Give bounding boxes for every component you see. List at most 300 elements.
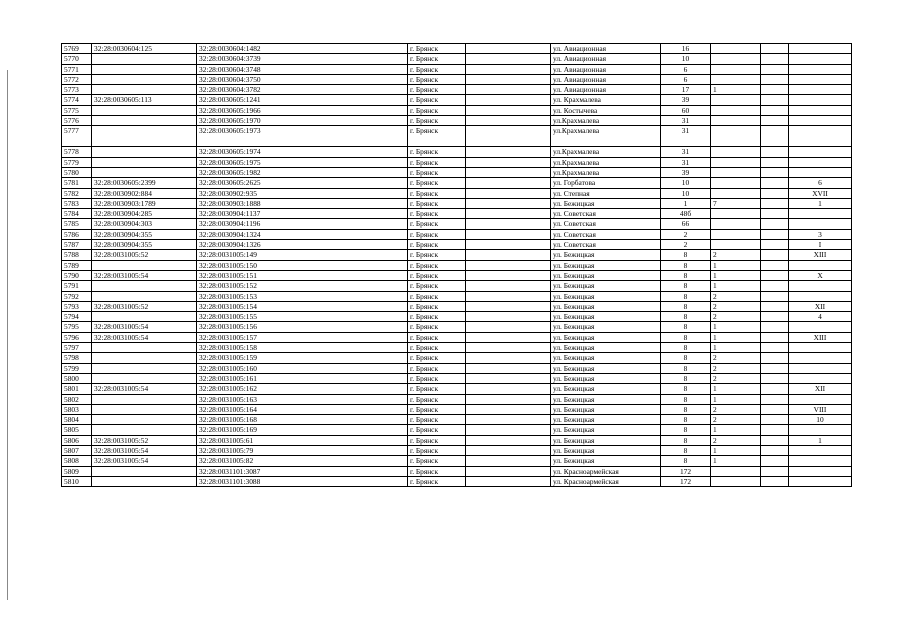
street-cell: ул. Бежицкая <box>551 270 661 280</box>
empty-cell <box>466 105 551 115</box>
table-row <box>62 404 852 414</box>
city-cell: г. Брянск <box>408 54 466 64</box>
table-row <box>62 322 852 332</box>
row-number-cell: 5796 <box>62 332 92 342</box>
street-cell: ул.Крахмалева <box>551 116 661 126</box>
parent-cadastral-number-cell: 32:28:0030902:884 <box>92 188 197 198</box>
city-cell: г. Брянск <box>408 167 466 177</box>
city-cell: г. Брянск <box>408 291 466 301</box>
cadastral-number-cell: 32:28:0030605:1982 <box>197 167 408 177</box>
cadastral-number-cell: 32:28:0030604:3739 <box>197 54 408 64</box>
table-row <box>62 466 852 476</box>
cadastral-number-cell: 32:28:0031005:162 <box>197 384 408 394</box>
premises-number-cell <box>789 116 852 126</box>
city-cell: г. Брянск <box>408 363 466 373</box>
parent-cadastral-number-cell <box>92 157 197 167</box>
city-cell: г. Брянск <box>408 373 466 383</box>
row-number-cell: 5770 <box>62 54 92 64</box>
flat-number-cell: 2 <box>711 353 761 363</box>
parent-cadastral-number-cell: 32:28:0031005:52 <box>92 301 197 311</box>
street-cell: ул. Бежицкая <box>551 281 661 291</box>
parent-cadastral-number-cell: 32:28:0031005:54 <box>92 384 197 394</box>
parent-cadastral-number-cell: 32:28:0031005:54 <box>92 322 197 332</box>
cadastral-number-cell: 32:28:0030604:3750 <box>197 74 408 84</box>
table-row <box>62 363 852 373</box>
city-cell: г. Брянск <box>408 301 466 311</box>
house-number-cell: 31 <box>661 147 711 157</box>
cadastral-number-cell: 32:28:0031005:156 <box>197 322 408 332</box>
parent-cadastral-number-cell <box>92 466 197 476</box>
empty-cell <box>466 476 551 486</box>
city-cell: г. Брянск <box>408 343 466 353</box>
row-number-cell: 5781 <box>62 178 92 188</box>
premises-number-cell: XII <box>789 301 852 311</box>
street-cell: ул. Бежицкая <box>551 322 661 332</box>
street-cell: ул. Авиационная <box>551 74 661 84</box>
room-number-cell <box>761 229 789 239</box>
parent-cadastral-number-cell <box>92 291 197 301</box>
row-number-cell: 5776 <box>62 116 92 126</box>
city-cell: г. Брянск <box>408 74 466 84</box>
row-number-cell: 5810 <box>62 476 92 486</box>
table-row <box>62 394 852 404</box>
street-cell: ул. Авиационная <box>551 64 661 74</box>
room-number-cell <box>761 415 789 425</box>
row-number-cell: 5783 <box>62 198 92 208</box>
row-number-cell: 5792 <box>62 291 92 301</box>
street-cell: ул. Бежицкая <box>551 394 661 404</box>
parent-cadastral-number-cell <box>92 425 197 435</box>
flat-number-cell <box>711 54 761 64</box>
house-number-cell: 8 <box>661 425 711 435</box>
empty-cell <box>466 384 551 394</box>
street-cell: ул. Костычева <box>551 105 661 115</box>
street-cell: ул. Бежицкая <box>551 456 661 466</box>
row-number-cell: 5806 <box>62 435 92 445</box>
row-number-cell: 5784 <box>62 209 92 219</box>
table-row <box>62 260 852 270</box>
house-number-cell: 8 <box>661 291 711 301</box>
parent-cadastral-number-cell <box>92 343 197 353</box>
room-number-cell <box>761 394 789 404</box>
house-number-cell: 16 <box>661 44 711 54</box>
room-number-cell <box>761 95 789 105</box>
row-number-cell: 5775 <box>62 105 92 115</box>
flat-number-cell: 2 <box>711 363 761 373</box>
cadastral-number-cell: 32:28:0031005:164 <box>197 404 408 414</box>
premises-number-cell: 1 <box>789 435 852 445</box>
premises-number-cell <box>789 95 852 105</box>
street-cell: ул. Бежицкая <box>551 312 661 322</box>
room-number-cell <box>761 456 789 466</box>
room-number-cell <box>761 209 789 219</box>
empty-cell <box>466 54 551 64</box>
street-cell: ул. Бежицкая <box>551 373 661 383</box>
premises-number-cell <box>789 281 852 291</box>
empty-cell <box>466 209 551 219</box>
flat-number-cell: 1 <box>711 332 761 342</box>
premises-number-cell <box>789 260 852 270</box>
street-cell: ул. Красноармейская <box>551 466 661 476</box>
flat-number-cell <box>711 188 761 198</box>
city-cell: г. Брянск <box>408 229 466 239</box>
street-cell: ул. Бежицкая <box>551 435 661 445</box>
empty-cell <box>466 353 551 363</box>
table-row <box>62 343 852 353</box>
parent-cadastral-number-cell: 32:28:0031005:54 <box>92 332 197 342</box>
city-cell: г. Брянск <box>408 466 466 476</box>
premises-number-cell <box>789 167 852 177</box>
street-cell: ул.Крахмалева <box>551 167 661 177</box>
flat-number-cell <box>711 64 761 74</box>
parent-cadastral-number-cell: 32:28:0030904:355 <box>92 240 197 250</box>
house-number-cell: 8 <box>661 415 711 425</box>
premises-number-cell <box>789 54 852 64</box>
parent-cadastral-number-cell: 32:28:0030604:125 <box>92 44 197 54</box>
parent-cadastral-number-cell: 32:28:0030904:355 <box>92 229 197 239</box>
row-number-cell: 5786 <box>62 229 92 239</box>
table-row <box>62 219 852 229</box>
empty-cell <box>466 445 551 455</box>
house-number-cell: 10 <box>661 54 711 64</box>
empty-cell <box>466 219 551 229</box>
house-number-cell: 10 <box>661 188 711 198</box>
room-number-cell <box>761 435 789 445</box>
room-number-cell <box>761 425 789 435</box>
parent-cadastral-number-cell <box>92 147 197 157</box>
parent-cadastral-number-cell: 32:28:0031005:54 <box>92 456 197 466</box>
house-number-cell: 8 <box>661 281 711 291</box>
row-number-cell: 5789 <box>62 260 92 270</box>
parent-cadastral-number-cell <box>92 105 197 115</box>
row-number-cell: 5797 <box>62 343 92 353</box>
cadastral-number-cell: 32:28:0030605:1973 <box>197 126 408 147</box>
street-cell: ул. Авиационная <box>551 44 661 54</box>
house-number-cell: 8 <box>661 343 711 353</box>
room-number-cell <box>761 188 789 198</box>
street-cell: ул. Бежицкая <box>551 301 661 311</box>
flat-number-cell: 2 <box>711 312 761 322</box>
house-number-cell: 8 <box>661 404 711 414</box>
room-number-cell <box>761 74 789 84</box>
city-cell: г. Брянск <box>408 435 466 445</box>
empty-cell <box>466 301 551 311</box>
table-row <box>62 332 852 342</box>
flat-number-cell: 1 <box>711 343 761 353</box>
street-cell: ул. Бежицкая <box>551 250 661 260</box>
city-cell: г. Брянск <box>408 476 466 486</box>
house-number-cell: 6 <box>661 74 711 84</box>
premises-number-cell <box>789 466 852 476</box>
cadastral-number-cell: 32:28:0030604:3748 <box>197 64 408 74</box>
house-number-cell: 8 <box>661 445 711 455</box>
table-row <box>62 312 852 322</box>
parent-cadastral-number-cell <box>92 415 197 425</box>
house-number-cell: 8 <box>661 270 711 280</box>
row-number-cell: 5803 <box>62 404 92 414</box>
row-number-cell: 5791 <box>62 281 92 291</box>
city-cell: г. Брянск <box>408 126 466 147</box>
flat-number-cell <box>711 105 761 115</box>
flat-number-cell: 7 <box>711 198 761 208</box>
cadastral-number-cell: 32:28:0031005:163 <box>197 394 408 404</box>
room-number-cell <box>761 260 789 270</box>
empty-cell <box>466 147 551 157</box>
street-cell: ул.Крахмалева <box>551 126 661 147</box>
room-number-cell <box>761 301 789 311</box>
house-number-cell: 2 <box>661 240 711 250</box>
cadastral-number-cell: 32:28:0031005:82 <box>197 456 408 466</box>
row-number-cell: 5805 <box>62 425 92 435</box>
cadastral-number-cell: 32:28:0030605:1974 <box>197 147 408 157</box>
premises-number-cell <box>789 373 852 383</box>
table-row <box>62 229 852 239</box>
table-row <box>62 44 852 54</box>
city-cell: г. Брянск <box>408 240 466 250</box>
parent-cadastral-number-cell: 32:28:0030904:303 <box>92 219 197 229</box>
parent-cadastral-number-cell <box>92 116 197 126</box>
premises-number-cell <box>789 105 852 115</box>
row-number-cell: 5779 <box>62 157 92 167</box>
flat-number-cell: 1 <box>711 270 761 280</box>
cadastral-number-cell: 32:28:0031005:79 <box>197 445 408 455</box>
parent-cadastral-number-cell <box>92 404 197 414</box>
house-number-cell: 31 <box>661 157 711 167</box>
premises-number-cell: VIII <box>789 404 852 414</box>
street-cell: ул. Бежицкая <box>551 332 661 342</box>
table-row <box>62 384 852 394</box>
house-number-cell: 8 <box>661 322 711 332</box>
city-cell: г. Брянск <box>408 456 466 466</box>
house-number-cell: 8 <box>661 353 711 363</box>
row-number-cell: 5773 <box>62 85 92 95</box>
street-cell: ул. Бежицкая <box>551 404 661 414</box>
flat-number-cell <box>711 167 761 177</box>
house-number-cell: 8 <box>661 456 711 466</box>
table-row <box>62 116 852 126</box>
premises-number-cell <box>789 157 852 167</box>
empty-cell <box>466 260 551 270</box>
empty-cell <box>466 281 551 291</box>
parent-cadastral-number-cell <box>92 74 197 84</box>
flat-number-cell <box>711 209 761 219</box>
flat-number-cell: 2 <box>711 250 761 260</box>
empty-cell <box>466 250 551 260</box>
room-number-cell <box>761 322 789 332</box>
flat-number-cell <box>711 476 761 486</box>
house-number-cell: 8 <box>661 373 711 383</box>
table-row <box>62 178 852 188</box>
row-number-cell: 5790 <box>62 270 92 280</box>
cadastral-number-cell: 32:28:0030605:1241 <box>197 95 408 105</box>
house-number-cell: 60 <box>661 105 711 115</box>
row-number-cell: 5774 <box>62 95 92 105</box>
premises-number-cell: 10 <box>789 415 852 425</box>
parent-cadastral-number-cell <box>92 126 197 147</box>
room-number-cell <box>761 445 789 455</box>
premises-number-cell: 6 <box>789 178 852 188</box>
parent-cadastral-number-cell <box>92 312 197 322</box>
flat-number-cell: 1 <box>711 425 761 435</box>
house-number-cell: 10 <box>661 178 711 188</box>
premises-number-cell: I <box>789 240 852 250</box>
parent-cadastral-number-cell <box>92 64 197 74</box>
cadastral-number-cell: 32:28:0031005:158 <box>197 343 408 353</box>
cadastral-number-cell: 32:28:0031005:161 <box>197 373 408 383</box>
cadastral-number-cell: 32:28:0031005:160 <box>197 363 408 373</box>
city-cell: г. Брянск <box>408 147 466 157</box>
table-row <box>62 301 852 311</box>
room-number-cell <box>761 353 789 363</box>
empty-cell <box>466 95 551 105</box>
table-row <box>62 435 852 445</box>
flat-number-cell: 1 <box>711 322 761 332</box>
cadastral-number-cell: 32:28:0030903:1888 <box>197 198 408 208</box>
empty-cell <box>466 64 551 74</box>
premises-number-cell <box>789 291 852 301</box>
room-number-cell <box>761 167 789 177</box>
flat-number-cell: 1 <box>711 394 761 404</box>
street-cell: ул. Советская <box>551 219 661 229</box>
empty-cell <box>466 322 551 332</box>
house-number-cell: 8 <box>661 301 711 311</box>
city-cell: г. Брянск <box>408 219 466 229</box>
flat-number-cell: 1 <box>711 281 761 291</box>
house-number-cell: 39 <box>661 95 711 105</box>
cadastral-number-cell: 32:28:0031005:153 <box>197 291 408 301</box>
premises-number-cell <box>789 363 852 373</box>
street-cell: ул. Бежицкая <box>551 384 661 394</box>
empty-cell <box>466 240 551 250</box>
house-number-cell: 8 <box>661 435 711 445</box>
flat-number-cell <box>711 219 761 229</box>
room-number-cell <box>761 270 789 280</box>
city-cell: г. Брянск <box>408 394 466 404</box>
parent-cadastral-number-cell <box>92 54 197 64</box>
cadastral-number-cell: 32:28:0031005:157 <box>197 332 408 342</box>
table-row <box>62 167 852 177</box>
city-cell: г. Брянск <box>408 281 466 291</box>
cadastral-number-cell: 32:28:0031101:3087 <box>197 466 408 476</box>
city-cell: г. Брянск <box>408 198 466 208</box>
room-number-cell <box>761 105 789 115</box>
cadastral-number-cell: 32:28:0031005:150 <box>197 260 408 270</box>
street-cell: ул. Бежицкая <box>551 363 661 373</box>
house-number-cell: 6 <box>661 64 711 74</box>
cadastral-number-cell: 32:28:0031005:155 <box>197 312 408 322</box>
flat-number-cell <box>711 44 761 54</box>
cadastral-number-cell: 32:28:0031005:169 <box>197 425 408 435</box>
table-row <box>62 291 852 301</box>
room-number-cell <box>761 219 789 229</box>
room-number-cell <box>761 147 789 157</box>
row-number-cell: 5788 <box>62 250 92 260</box>
city-cell: г. Брянск <box>408 95 466 105</box>
parent-cadastral-number-cell <box>92 353 197 363</box>
room-number-cell <box>761 44 789 54</box>
room-number-cell <box>761 291 789 301</box>
empty-cell <box>466 425 551 435</box>
premises-number-cell: 3 <box>789 229 852 239</box>
parent-cadastral-number-cell: 32:28:0031005:54 <box>92 445 197 455</box>
table-row <box>62 281 852 291</box>
row-number-cell: 5782 <box>62 188 92 198</box>
parent-cadastral-number-cell: 32:28:0030605:113 <box>92 95 197 105</box>
room-number-cell <box>761 240 789 250</box>
street-cell: ул.Крахмалева <box>551 157 661 167</box>
table-row <box>62 95 852 105</box>
row-number-cell: 5787 <box>62 240 92 250</box>
empty-cell <box>466 415 551 425</box>
table-row <box>62 54 852 64</box>
table-row <box>62 456 852 466</box>
row-number-cell: 5809 <box>62 466 92 476</box>
table-row <box>62 64 852 74</box>
house-number-cell: 8 <box>661 260 711 270</box>
cadastral-number-cell: 32:28:0030604:3782 <box>197 85 408 95</box>
street-cell: ул. Авиационная <box>551 54 661 64</box>
house-number-cell: 8 <box>661 384 711 394</box>
flat-number-cell <box>711 240 761 250</box>
table-row <box>62 425 852 435</box>
parent-cadastral-number-cell <box>92 167 197 177</box>
premises-number-cell <box>789 476 852 486</box>
parent-cadastral-number-cell <box>92 260 197 270</box>
empty-cell <box>466 74 551 84</box>
street-cell: ул. Советская <box>551 240 661 250</box>
row-number-cell: 5798 <box>62 353 92 363</box>
premises-number-cell <box>789 456 852 466</box>
street-cell: ул. Горбатова <box>551 178 661 188</box>
property-register-table <box>61 43 852 487</box>
empty-cell <box>466 157 551 167</box>
flat-number-cell <box>711 95 761 105</box>
flat-number-cell <box>711 229 761 239</box>
room-number-cell <box>761 54 789 64</box>
parent-cadastral-number-cell: 32:28:0030904:285 <box>92 209 197 219</box>
flat-number-cell: 1 <box>711 85 761 95</box>
city-cell: г. Брянск <box>408 44 466 54</box>
flat-number-cell: 2 <box>711 415 761 425</box>
parent-cadastral-number-cell: 32:28:0031005:52 <box>92 250 197 260</box>
city-cell: г. Брянск <box>408 250 466 260</box>
flat-number-cell: 2 <box>711 435 761 445</box>
house-number-cell: 8 <box>661 250 711 260</box>
row-number-cell: 5799 <box>62 363 92 373</box>
row-number-cell: 5778 <box>62 147 92 157</box>
parent-cadastral-number-cell <box>92 363 197 373</box>
cadastral-number-cell: 32:28:0030902:935 <box>197 188 408 198</box>
room-number-cell <box>761 126 789 147</box>
parent-cadastral-number-cell: 32:28:0031005:54 <box>92 270 197 280</box>
row-number-cell: 5777 <box>62 126 92 147</box>
table-row <box>62 476 852 486</box>
parent-cadastral-number-cell <box>92 476 197 486</box>
premises-number-cell <box>789 394 852 404</box>
row-number-cell: 5795 <box>62 322 92 332</box>
premises-number-cell <box>789 209 852 219</box>
city-cell: г. Брянск <box>408 322 466 332</box>
premises-number-cell: XIII <box>789 332 852 342</box>
street-cell: ул. Советская <box>551 229 661 239</box>
city-cell: г. Брянск <box>408 415 466 425</box>
cadastral-number-cell: 32:28:0030605:1966 <box>197 105 408 115</box>
cadastral-number-cell: 32:28:0030605:1970 <box>197 116 408 126</box>
room-number-cell <box>761 157 789 167</box>
room-number-cell <box>761 476 789 486</box>
table-row <box>62 85 852 95</box>
empty-cell <box>466 178 551 188</box>
